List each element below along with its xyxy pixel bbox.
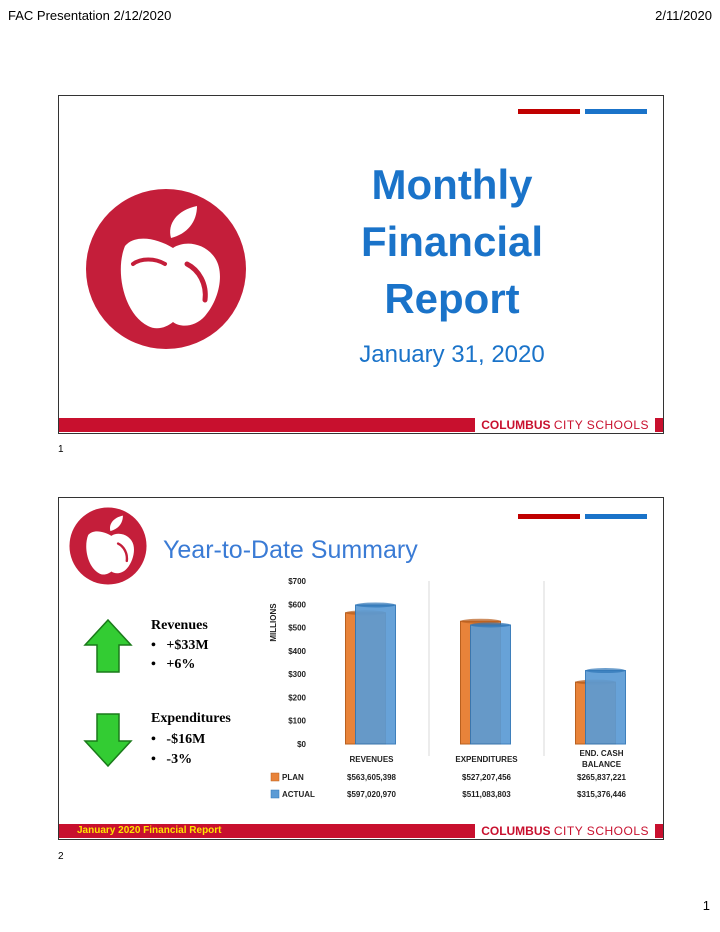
brand-light: CITY SCHOOLS bbox=[553, 824, 649, 838]
legend-swatch-plan bbox=[271, 773, 279, 781]
data-table-value: $527,207,456 bbox=[462, 773, 511, 782]
slide-2-title: Year-to-Date Summary bbox=[163, 536, 418, 564]
accent-bar-red bbox=[518, 514, 580, 519]
ytd-bar-chart bbox=[264, 570, 659, 808]
slide-2-number: 2 bbox=[58, 851, 64, 862]
data-table-value: $511,083,803 bbox=[462, 790, 511, 799]
y-tick-label: $700 bbox=[288, 577, 306, 586]
bar-actual bbox=[471, 625, 511, 744]
y-tick-label: $100 bbox=[288, 716, 306, 726]
title-line-1: Monthly bbox=[371, 161, 533, 208]
brand-wordmark bbox=[475, 824, 655, 838]
slide-1 bbox=[58, 95, 664, 434]
category-label: END. CASH bbox=[579, 749, 624, 758]
slide-footer-bar bbox=[59, 418, 663, 432]
y-tick-label: $300 bbox=[288, 670, 306, 680]
bar-actual bbox=[356, 605, 396, 744]
revenues-item: • +$33M bbox=[151, 638, 209, 653]
data-table-value: $597,020,970 bbox=[347, 790, 396, 799]
data-table-value: $315,376,446 bbox=[577, 790, 626, 799]
expenditures-item: • -3% bbox=[151, 752, 193, 767]
apple-logo bbox=[85, 188, 247, 350]
category-label: BALANCE bbox=[581, 760, 622, 769]
slide-1-number: 1 bbox=[58, 444, 64, 455]
y-tick-label: $600 bbox=[288, 600, 306, 610]
brand-bold: COLUMBUS bbox=[481, 824, 551, 838]
y-tick-label: $400 bbox=[288, 646, 306, 656]
document-header-title: FAC Presentation 2/12/2020 bbox=[8, 8, 172, 23]
y-axis-label: MILLIONS bbox=[269, 603, 278, 642]
brand-light: CITY SCHOOLS bbox=[553, 418, 649, 432]
title-line-3: Report bbox=[384, 275, 520, 322]
arrow-down-icon bbox=[83, 712, 133, 768]
slide-footer-bar bbox=[59, 824, 663, 838]
slide-2 bbox=[58, 497, 664, 840]
category-label: EXPENDITURES bbox=[455, 755, 518, 764]
legend-label: PLAN bbox=[282, 773, 304, 782]
y-tick-label: $0 bbox=[297, 740, 306, 749]
title-line-2: Financial bbox=[360, 218, 544, 265]
expenditures-heading: Expenditures bbox=[151, 711, 231, 726]
category-label: REVENUES bbox=[349, 755, 394, 764]
page-number: 1 bbox=[702, 898, 710, 913]
accent-bar-red bbox=[518, 109, 580, 114]
y-tick-label: $500 bbox=[288, 623, 306, 633]
brand-bold: COLUMBUS bbox=[481, 418, 551, 432]
accent-bar-blue bbox=[585, 514, 647, 519]
legend-swatch-actual bbox=[271, 790, 279, 798]
slide-footer-label: January 2020 Financial Report bbox=[77, 825, 222, 836]
bar-top bbox=[586, 668, 626, 673]
y-axis-title bbox=[269, 603, 278, 642]
revenues-heading: Revenues bbox=[151, 618, 208, 633]
y-tick-label: $200 bbox=[288, 693, 306, 703]
arrow-up-icon bbox=[83, 618, 133, 674]
brand-wordmark bbox=[475, 418, 655, 432]
slide-1-title bbox=[297, 156, 607, 327]
data-table-value: $265,837,221 bbox=[577, 773, 626, 782]
expenditures-item: • -$16M bbox=[151, 732, 206, 747]
bar-actual bbox=[586, 671, 626, 744]
data-table-value: $563,605,398 bbox=[347, 773, 396, 782]
bar-top bbox=[356, 602, 396, 607]
document-header-date: 2/11/2020 bbox=[655, 8, 712, 23]
apple-logo-small bbox=[69, 507, 147, 585]
accent-bar-blue bbox=[585, 109, 647, 114]
report-date: January 31, 2020 bbox=[359, 341, 545, 368]
revenues-item: • +6% bbox=[151, 657, 196, 672]
legend-label: ACTUAL bbox=[282, 790, 315, 799]
bar-top bbox=[471, 622, 511, 627]
